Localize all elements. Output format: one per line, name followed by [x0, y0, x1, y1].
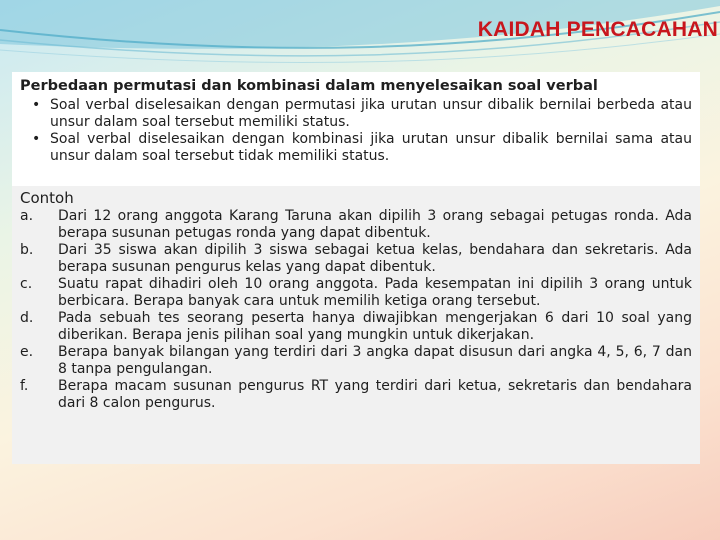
example-marker: f. [20, 378, 29, 394]
example-text: Dari 12 orang anggota Karang Taruna akan dipilih 3 orang sebagai petugas ronda. Ada berapa susunan petugas ronda yang dapat dibentuk. [58, 208, 692, 241]
example-text: Berapa banyak bilangan yang terdiri dari 3 angka dapat disusun dari angka 4, 5, 6, 7 dan 8 tanpa pengulangan. [58, 344, 692, 377]
example-item [20, 276, 692, 310]
example-text: Pada sebuah tes seorang peserta hanya diwajibkan mengerjakan 6 dari 10 soal yang diberikan. Berapa jenis pilihan soal yang mungkin untuk dikerjakan. [58, 310, 692, 343]
example-marker: a. [20, 208, 34, 224]
example-item [20, 310, 692, 344]
example-marker: e. [20, 344, 34, 360]
example-text: Berapa macam susunan pengurus RT yang terdiri dari ketua, sekretaris dan bendahara dari 8 calon pengurus. [58, 378, 692, 411]
examples-heading: Contoh [20, 189, 74, 207]
bullet-item: • Soal verbal diselesaikan dengan kombinasi jika urutan unsur dibalik bernilai sama atau unsur dalam soal tersebut tidak memiliki status. [20, 131, 692, 165]
example-text: Dari 35 siswa akan dipilih 3 siswa sebagai ketua kelas, bendahara dan sekretaris. Ada berapa susunan pengurus kelas yang dapat dibentuk. [58, 242, 692, 275]
section-heading: Perbedaan permutasi dan kombinasi dalam menyelesaikan soal verbal [20, 78, 598, 94]
bullet-list [20, 97, 692, 165]
examples-section [12, 186, 700, 464]
slide-title: KAIDAH PENCACAHAN [477, 18, 718, 41]
examples-list [20, 208, 692, 412]
example-item [20, 344, 692, 378]
bullet-item: • Soal verbal diselesaikan dengan permutasi jika urutan unsur dibalik bernilai berbeda atau unsur dalam soal tersebut memiliki status. [20, 97, 692, 131]
content-card [12, 72, 700, 464]
example-item [20, 378, 692, 412]
example-marker: c. [20, 276, 33, 292]
example-marker: d. [20, 310, 34, 326]
definition-section [12, 72, 700, 186]
example-marker: b. [20, 242, 34, 258]
example-item [20, 242, 692, 276]
example-text: Suatu rapat dihadiri oleh 10 orang anggota. Pada kesempatan ini dipilih 3 orang untuk berbicara. Berapa banyak cara untuk memilih ketiga orang tersebut. [58, 276, 692, 309]
example-item [20, 208, 692, 242]
